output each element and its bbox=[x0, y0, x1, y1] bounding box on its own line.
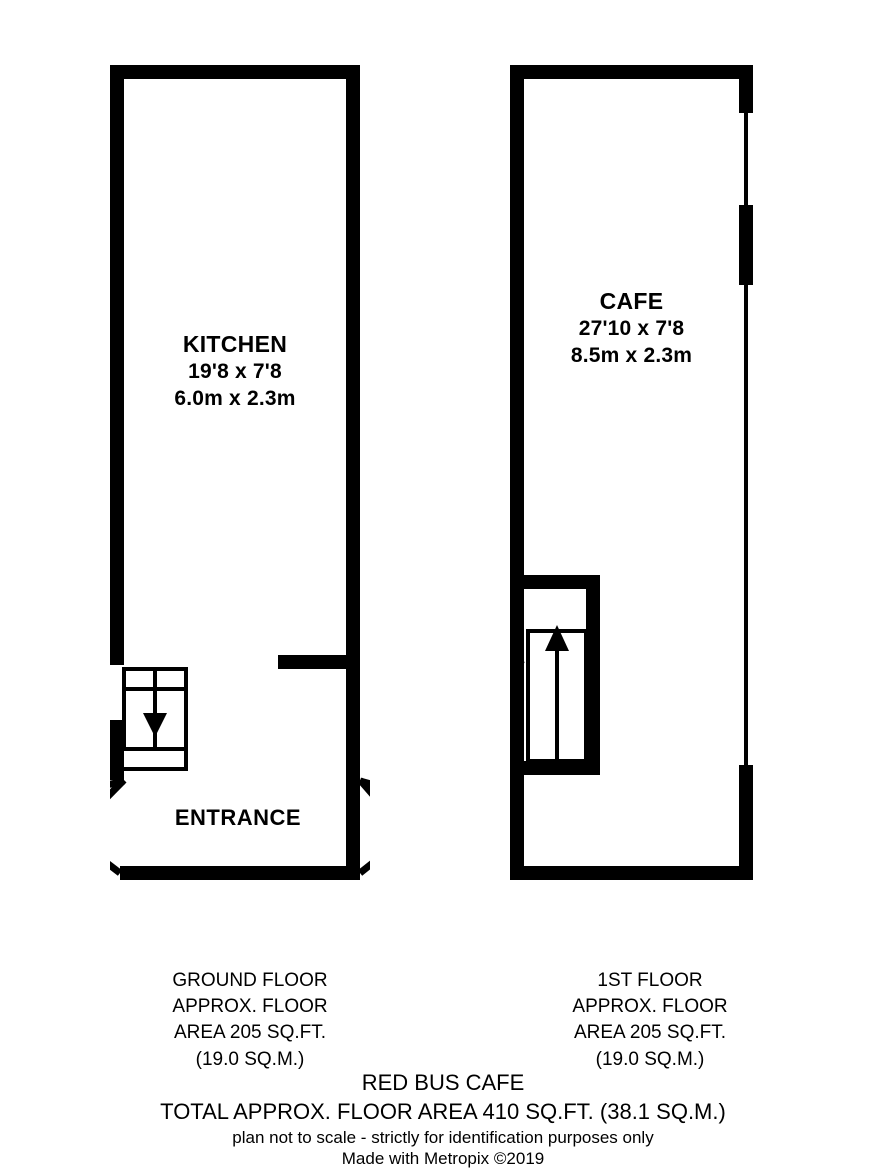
room-dims-metric-cafe: 8.5m x 2.3m bbox=[570, 344, 693, 368]
room-dims-imperial-kitchen: 19'8 x 7'8 bbox=[188, 360, 282, 384]
first-floor-caption-line-1: 1ST FLOOR bbox=[597, 970, 703, 991]
room-dims-imperial-cafe: 27'10 x 7'8 bbox=[578, 317, 685, 341]
ground-floor-caption-line-4: (19.0 SQ.M.) bbox=[195, 1048, 305, 1070]
room-label-kitchen bbox=[110, 330, 360, 413]
room-label-cafe bbox=[510, 287, 753, 370]
room-name-kitchen: KITCHEN bbox=[182, 331, 288, 357]
first-floor-drawing bbox=[510, 65, 760, 885]
ground-floor-caption-line-1: GROUND FLOOR bbox=[172, 970, 328, 991]
total-floor-area: TOTAL APPROX. FLOOR AREA 410 SQ.FT. (38.1 SQ.M.) bbox=[160, 1099, 726, 1124]
credit-text: Made with Metropix ©2019 bbox=[341, 1149, 545, 1168]
first-floor-caption-line-2: APPROX. FLOOR bbox=[572, 996, 728, 1018]
disclaimer-text: plan not to scale - strictly for identification purposes only bbox=[232, 1128, 654, 1147]
first-floor-caption bbox=[490, 968, 810, 1073]
ground-floor-plan bbox=[110, 65, 370, 885]
first-floor-walls bbox=[510, 65, 753, 880]
first-floor-plan bbox=[510, 65, 760, 885]
ground-floor-drawing bbox=[110, 65, 370, 885]
ground-floor-caption bbox=[90, 968, 410, 1073]
ground-floor-caption-line-3: AREA 205 SQ.FT. bbox=[173, 1022, 327, 1044]
room-name-cafe: CAFE bbox=[599, 288, 664, 314]
property-title: RED BUS CAFE bbox=[361, 1070, 525, 1095]
room-dims-metric-kitchen: 6.0m x 2.3m bbox=[174, 387, 296, 411]
first-floor-caption-line-4: (19.0 SQ.M.) bbox=[595, 1048, 705, 1070]
entrance-label: ENTRANCE bbox=[174, 805, 302, 830]
staircase-first bbox=[524, 575, 600, 775]
ground-floor-walls bbox=[110, 65, 360, 880]
first-floor-caption-line-3: AREA 205 SQ.FT. bbox=[573, 1022, 727, 1044]
stair-direction-arrow bbox=[143, 671, 167, 737]
ground-floor-caption-line-2: APPROX. FLOOR bbox=[172, 996, 328, 1018]
